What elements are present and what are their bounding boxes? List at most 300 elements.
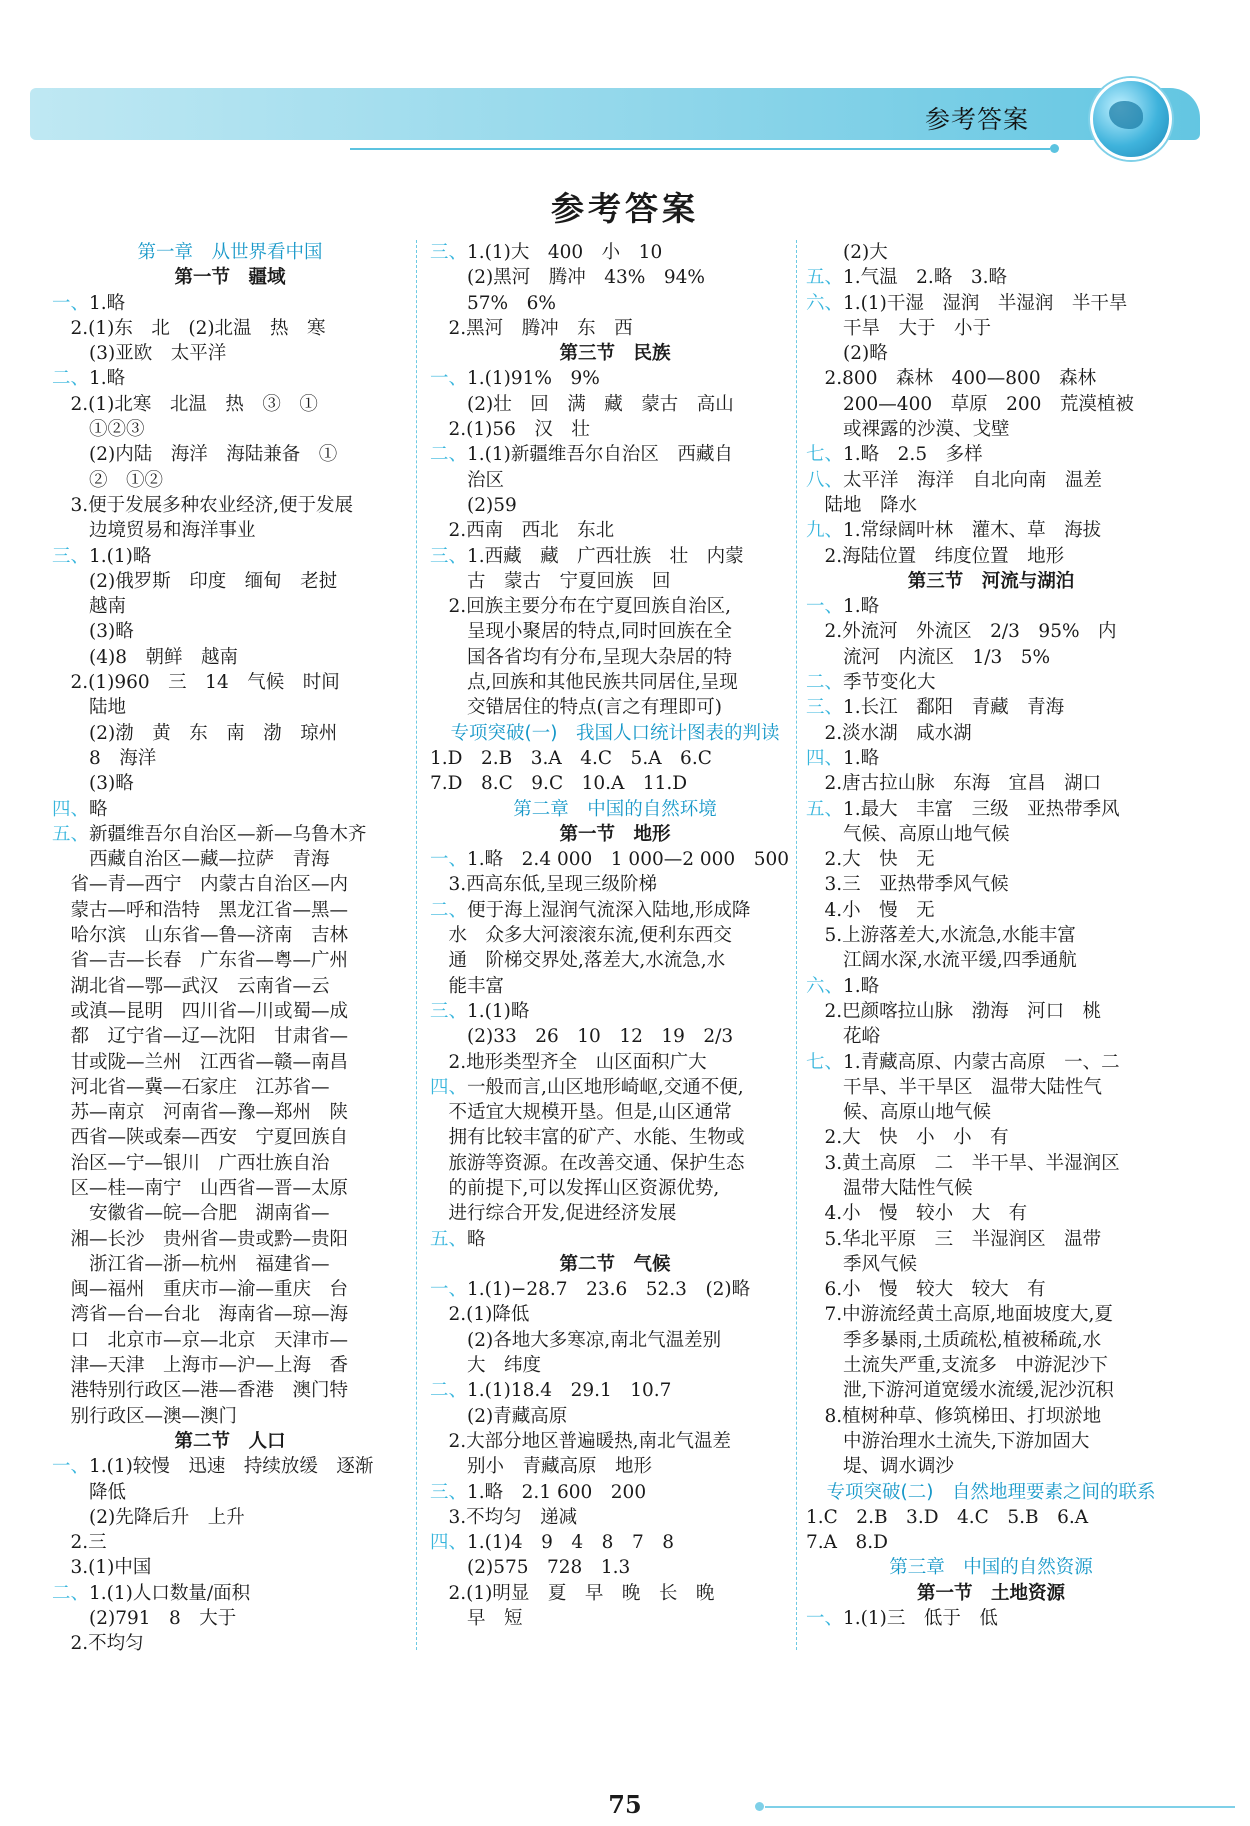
answer-line — [806, 493, 1176, 518]
answer-line — [52, 923, 408, 948]
answer-line — [806, 1429, 1176, 1454]
answer-line — [806, 1404, 1176, 1429]
answer-line — [52, 1606, 408, 1631]
answer-line — [806, 341, 1176, 366]
answer-text: 2.(1)56 汉 壮 — [430, 419, 590, 441]
answer-text: 早 短 — [430, 1608, 523, 1630]
answer-line — [52, 1125, 408, 1150]
question-number: 一、 — [806, 596, 844, 618]
answer-line — [52, 569, 408, 594]
answer-text: 治区 — [430, 469, 505, 491]
answer-text: 2.海陆位置 纬度位置 地形 — [806, 545, 1065, 567]
answer-line — [806, 1227, 1176, 1252]
answer-line — [806, 1151, 1176, 1176]
answer-line — [430, 1480, 800, 1505]
answer-text: 1.(1)4 9 4 8 7 8 — [467, 1532, 674, 1554]
answer-line — [806, 468, 1176, 493]
answer-text: 1.气温 2.略 3.略 — [843, 267, 1007, 289]
question-number: 六、 — [806, 975, 844, 997]
answer-text: 2.西南 西北 东北 — [430, 520, 615, 542]
answer-text: 1.(1)略 — [89, 545, 152, 567]
answer-line — [52, 468, 408, 493]
answer-text: 8 海洋 — [52, 747, 157, 769]
answer-text: 治区—宁—银川 广西壮族自治 — [52, 1152, 330, 1174]
answer-line — [52, 1050, 408, 1075]
answer-line — [52, 594, 408, 619]
answer-line — [430, 1024, 800, 1049]
answer-text: 3.黄土高原 二 半干旱、半湿润区 — [806, 1152, 1120, 1174]
answer-line — [430, 746, 800, 771]
page-number: 75 — [608, 1790, 642, 1819]
answer-text: 2.三 — [52, 1532, 107, 1554]
answer-line — [430, 1454, 800, 1479]
question-number: 四、 — [430, 1076, 468, 1098]
answer-text: 哈尔滨 山东省—鲁—济南 吉林 — [52, 925, 349, 947]
answer-line — [52, 1277, 408, 1302]
answer-text: (2)青藏高原 — [430, 1405, 568, 1427]
answer-line — [806, 898, 1176, 923]
answer-line — [806, 1075, 1176, 1100]
question-number: 四、 — [430, 1532, 468, 1554]
answer-line — [806, 518, 1176, 543]
answer-text: 1.略 2.5 多样 — [843, 444, 983, 466]
chapter-heading: 专项突破(一) 我国人口统计图表的判读 — [450, 722, 780, 744]
answer-text: 2.(1)明显 夏 早 晚 长 晚 — [430, 1582, 715, 1604]
answer-text: (2)575 728 1.3 — [430, 1557, 631, 1579]
answer-text: 2.(1)960 三 14 气候 时间 — [52, 672, 340, 694]
answer-text: 呈现小聚居的特点,同时回族在全 — [430, 621, 732, 643]
answer-line — [430, 1302, 800, 1327]
answer-text: 的前提下,可以发挥山区资源优势, — [430, 1177, 720, 1199]
answer-line — [52, 1353, 408, 1378]
answer-text: 越南 — [52, 596, 127, 618]
answer-text: (2)先降后升 上升 — [52, 1506, 245, 1528]
answer-text: 拥有比较丰富的矿产、水能、生物或 — [430, 1127, 745, 1149]
answer-text: 苏—南京 河南省—豫—郑州 陕 — [52, 1102, 349, 1124]
answer-line — [52, 1328, 408, 1353]
answer-line — [430, 1227, 800, 1252]
answer-line — [806, 1606, 1176, 1631]
answer-text: 江阔水深,水流平缓,四季通航 — [806, 950, 1077, 972]
answer-text: 别行政区—澳—澳门 — [52, 1405, 238, 1427]
answer-text: 边境贸易和海洋事业 — [52, 520, 256, 542]
answer-text: 温带大陆性气候 — [806, 1177, 973, 1199]
answer-line — [806, 1252, 1176, 1277]
answer-text: 1.(1)略 — [467, 1000, 530, 1022]
answer-line — [430, 442, 800, 467]
answer-text: 气候、高原山地气候 — [806, 823, 1010, 845]
answer-text: 3.三 亚热带季风气候 — [806, 874, 1009, 896]
answer-text: 2.唐古拉山脉 东海 宜昌 湖口 — [806, 773, 1102, 795]
answer-line — [430, 1201, 800, 1226]
answer-line — [430, 670, 800, 695]
answer-text: 旅游等资源。在改善交通、保护生态 — [430, 1152, 745, 1174]
answer-line — [52, 619, 408, 644]
question-number: 二、 — [806, 672, 844, 694]
answer-line — [806, 670, 1176, 695]
answer-text: 湘—长沙 贵州省—贵或黔—贵阳 — [52, 1228, 349, 1250]
question-number: 二、 — [430, 899, 468, 921]
question-number: 六、 — [806, 292, 844, 314]
section-heading: 第三节 民族 — [559, 343, 671, 365]
answer-text: 2.不均匀 — [52, 1633, 144, 1655]
answer-text: (2)俄罗斯 印度 缅甸 老挝 — [52, 570, 338, 592]
answer-line — [430, 594, 800, 619]
answer-line — [430, 518, 800, 543]
answer-line — [52, 898, 408, 923]
question-number: 一、 — [806, 1608, 844, 1630]
question-number: 一、 — [52, 1456, 90, 1478]
answer-text: (2)渤 黄 东 南 渤 琼州 — [52, 722, 338, 744]
answer-text: 点,回族和其他民族共同居住,呈现 — [430, 672, 738, 694]
answer-line — [806, 999, 1176, 1024]
section-heading: 第一节 地形 — [559, 823, 671, 845]
answer-line — [430, 1050, 800, 1075]
section-heading: 第一节 疆域 — [174, 267, 286, 289]
header-label: 参考答案 — [925, 105, 1030, 134]
answer-text: 2.大部分地区普遍暖热,南北气温差 — [430, 1430, 732, 1452]
answer-line — [430, 1555, 800, 1580]
answer-line — [52, 1404, 408, 1429]
answer-text: 2.大 快 小 小 有 — [806, 1127, 1009, 1149]
answer-text: (3)略 — [52, 773, 134, 795]
answer-line — [430, 1378, 800, 1403]
question-number: 三、 — [430, 242, 468, 263]
answer-line — [806, 721, 1176, 746]
question-number: 二、 — [430, 1380, 468, 1402]
question-number: 三、 — [430, 1481, 468, 1503]
answer-text: 西藏自治区—藏—拉萨 青海 — [52, 849, 330, 871]
answer-text: 2.淡水湖 咸水湖 — [806, 722, 972, 744]
answer-line — [430, 872, 800, 897]
question-number: 二、 — [52, 1582, 90, 1604]
answer-line — [430, 1176, 800, 1201]
answer-line — [806, 1277, 1176, 1302]
answer-text: 200—400 草原 200 荒漠植被 — [806, 393, 1134, 415]
answer-line — [52, 1100, 408, 1125]
answer-text: (2)59 — [430, 494, 517, 516]
answer-text: 1.(1)新疆维吾尔自治区 西藏自 — [467, 444, 733, 466]
answer-line — [806, 847, 1176, 872]
answer-line — [52, 645, 408, 670]
answer-line — [806, 240, 1176, 265]
answer-text: 2.(1)降低 — [430, 1304, 530, 1326]
question-number: 二、 — [430, 444, 468, 466]
answer-line — [430, 240, 800, 265]
answer-text: 口 北京市—京—北京 天津市— — [52, 1329, 349, 1351]
question-number: 一、 — [430, 1279, 468, 1301]
answer-line — [52, 316, 408, 341]
answer-text: 交错居住的特点(言之有理即可) — [430, 697, 722, 719]
answer-line — [430, 619, 800, 644]
answer-line — [52, 1151, 408, 1176]
section-heading: 第二节 气候 — [559, 1253, 671, 1275]
answer-text: 3.不均匀 递减 — [430, 1506, 578, 1528]
answer-line — [430, 1125, 800, 1150]
answer-line — [806, 1530, 1176, 1555]
question-number: 三、 — [430, 545, 468, 567]
answer-line — [430, 923, 800, 948]
answer-line — [806, 291, 1176, 316]
answer-line — [430, 847, 800, 872]
answer-text: 1.长江 鄱阳 青藏 青海 — [843, 697, 1065, 719]
answer-line — [806, 1454, 1176, 1479]
answer-line — [52, 493, 408, 518]
answer-text: 区—桂—南宁 山西省—晋—太原 — [52, 1177, 349, 1199]
answer-text: 1.(1)−28.7 23.6 52.3 (2)略 — [467, 1279, 751, 1301]
answer-line — [430, 898, 800, 923]
column-divider — [416, 240, 417, 1650]
chapter-heading: 第一章 从世界看中国 — [137, 242, 323, 263]
answer-line — [52, 974, 408, 999]
answer-line — [806, 1328, 1176, 1353]
answer-line — [806, 645, 1176, 670]
answer-text: 季节变化大 — [843, 672, 936, 694]
page-title: 参考答案 — [551, 189, 699, 228]
answer-text: 能丰富 — [430, 975, 505, 997]
answer-line — [430, 1353, 800, 1378]
answer-text: 湖北省—鄂—武汉 云南省—云 — [52, 975, 330, 997]
answer-line — [52, 1201, 408, 1226]
answer-text: 降低 — [52, 1481, 127, 1503]
answer-text: 别小 青藏高原 地形 — [430, 1456, 653, 1478]
answer-text: 1.(1)91% 9% — [467, 368, 600, 390]
answer-text: (2)791 8 大于 — [52, 1608, 237, 1630]
answer-text: 浙江省—浙—杭州 福建省— — [52, 1253, 330, 1275]
answer-text: (2)33 26 10 12 19 2/3 — [430, 1026, 734, 1048]
answer-text: 太平洋 海洋 自北向南 温差 — [843, 469, 1103, 491]
answer-line — [430, 1606, 800, 1631]
answer-text: 蒙古—呼和浩特 黑龙江省—黑— — [52, 899, 349, 921]
answer-line — [430, 316, 800, 341]
answer-line — [52, 417, 408, 442]
question-number: 四、 — [806, 747, 844, 769]
answer-line — [430, 417, 800, 442]
answer-text: 省—吉—长春 广东省—粤—广州 — [52, 950, 349, 972]
answer-text: 都 辽宁省—辽—沈阳 甘肃省— — [52, 1026, 349, 1048]
question-number: 三、 — [52, 545, 90, 567]
answer-line — [52, 822, 408, 847]
answer-line — [52, 1252, 408, 1277]
answer-text: 花峪 — [806, 1026, 881, 1048]
answer-line — [430, 1530, 800, 1555]
question-number: 七、 — [806, 1051, 844, 1073]
answer-text: 57% 6% — [430, 292, 556, 314]
answer-text: (3)亚欧 太平洋 — [52, 343, 227, 365]
answer-line — [430, 468, 800, 493]
answer-line — [430, 1429, 800, 1454]
answer-text: 陆地 降水 — [806, 494, 918, 516]
answer-text: 1.略 — [843, 747, 880, 769]
answer-text: 2.地形类型齐全 山区面积广大 — [430, 1051, 707, 1073]
answer-line — [806, 822, 1176, 847]
answer-text: 陆地 — [52, 697, 127, 719]
question-number: 七、 — [806, 444, 844, 466]
answer-text: 2.(1)北寒 北温 热 ③ ① — [52, 393, 318, 415]
answer-line — [430, 695, 800, 720]
answer-text: 1.略 2.4 000 1 000—2 000 500 — [467, 849, 790, 871]
answer-text: 8.植树种草、修筑梯田、打坝淤地 — [806, 1405, 1102, 1427]
answer-line — [52, 1075, 408, 1100]
answer-text: 进行综合开发,促进经济发展 — [430, 1203, 677, 1225]
answer-text: 泄,下游河道宽缓水流缓,泥沙沉积 — [806, 1380, 1114, 1402]
answer-text: 略 — [89, 798, 108, 820]
answer-text: ② ①② — [52, 469, 164, 491]
answer-text: (4)8 朝鲜 越南 — [52, 646, 238, 668]
answer-text: 安徽省—皖—合肥 湖南省— — [52, 1203, 330, 1225]
answer-line — [430, 392, 800, 417]
answer-text: 1.(1)人口数量/面积 — [89, 1582, 251, 1604]
answer-text: 季多暴雨,土质疏松,植被稀疏,水 — [806, 1329, 1102, 1351]
answer-text: 1.略 2.1 600 200 — [467, 1481, 647, 1503]
answer-line — [806, 392, 1176, 417]
answer-line — [806, 417, 1176, 442]
answer-text: 或滇—昆明 四川省—川或蜀—成 — [52, 1000, 349, 1022]
answer-text: (2)壮 回 满 藏 蒙古 高山 — [430, 393, 734, 415]
answer-line — [52, 1581, 408, 1606]
answer-line — [430, 366, 800, 391]
answer-line — [52, 999, 408, 1024]
answer-line — [806, 544, 1176, 569]
answer-line — [52, 721, 408, 746]
answer-line — [806, 872, 1176, 897]
answer-line — [806, 1378, 1176, 1403]
answer-text: 港特别行政区—港—香港 澳门特 — [52, 1380, 349, 1402]
answer-line — [430, 999, 800, 1024]
answer-text: 1.(1)三 低于 低 — [843, 1608, 998, 1630]
answer-column-2 — [430, 240, 800, 1631]
answer-text: 1.最大 丰富 三级 亚热带季风 — [843, 798, 1120, 820]
answer-line — [806, 771, 1176, 796]
column-divider — [796, 240, 797, 1650]
answer-line — [430, 1277, 800, 1302]
answer-line — [806, 923, 1176, 948]
question-number: 一、 — [52, 292, 90, 314]
answer-line — [430, 493, 800, 518]
answer-text: 季风气候 — [806, 1253, 918, 1275]
answer-text: 或裸露的沙漠、戈壁 — [806, 419, 1010, 441]
answer-text: 2.回族主要分布在宁夏回族自治区, — [430, 596, 732, 618]
answer-text: 津—天津 上海市—沪—上海 香 — [52, 1355, 349, 1377]
answer-text: 1.(1)较慢 迅速 持续放缓 逐渐 — [89, 1456, 374, 1478]
answer-text: 6.小 慢 较大 较大 有 — [806, 1279, 1046, 1301]
chapter-heading: 专项突破(二) 自然地理要素之间的联系 — [826, 1481, 1156, 1503]
answer-line — [806, 695, 1176, 720]
answer-text: 1.青藏高原、内蒙古高原 一、二 — [843, 1051, 1120, 1073]
answer-column-1 — [52, 240, 408, 1657]
answer-text: 2.(1)东 北 (2)北温 热 寒 — [52, 317, 326, 339]
answer-line — [52, 797, 408, 822]
answer-line — [806, 1302, 1176, 1327]
answer-text: 湾省—台—台北 海南省—琼—海 — [52, 1304, 349, 1326]
answer-text: 5.华北平原 三 半湿润区 温带 — [806, 1228, 1102, 1250]
section-heading: 第三节 河流与湖泊 — [907, 570, 1075, 592]
answer-text: 4.小 慢 无 — [806, 899, 935, 921]
answer-text: 1.略 — [89, 368, 126, 390]
answer-text: 古 蒙古 宁夏回族 回 — [430, 570, 671, 592]
answer-text: 1.略 — [843, 975, 880, 997]
answer-text: 河北省—冀—石家庄 江苏省— — [52, 1076, 330, 1098]
answer-text: 1.常绿阔叶林 灌木、草 海拔 — [843, 520, 1102, 542]
answer-line — [806, 1201, 1176, 1226]
answer-text: 5.上游落差大,水流急,水能丰富 — [806, 925, 1076, 947]
answer-line — [430, 544, 800, 569]
answer-line — [52, 1530, 408, 1555]
answer-line — [806, 594, 1176, 619]
header-rule — [350, 148, 1050, 150]
answer-text: 国各省均有分布,呈现大杂居的特 — [430, 646, 732, 668]
globe-icon — [1090, 78, 1172, 160]
answer-line — [52, 341, 408, 366]
answer-text: (2)大 — [806, 242, 888, 263]
answer-line — [52, 1454, 408, 1479]
answer-line — [806, 316, 1176, 341]
answer-text: 干旱、半干旱区 温带大陆性气 — [806, 1076, 1103, 1098]
chapter-heading: 第三章 中国的自然资源 — [889, 1557, 1093, 1579]
answer-text: (2)内陆 海洋 海陆兼备 ① — [52, 444, 338, 466]
answer-text: (2)各地大多寒凉,南北气温差别 — [430, 1329, 722, 1351]
answer-line — [52, 1378, 408, 1403]
answer-line — [52, 1505, 408, 1530]
answer-line — [52, 518, 408, 543]
answer-column-3 — [806, 240, 1176, 1631]
answer-text: 7.A 8.D — [806, 1532, 888, 1554]
answer-line — [806, 746, 1176, 771]
answer-text: 干旱 大于 小于 — [806, 317, 992, 339]
answer-text: 1.(1)大 400 小 10 — [467, 242, 663, 263]
header-rule-dot — [1050, 144, 1059, 153]
answer-line — [430, 1581, 800, 1606]
answer-line — [806, 1505, 1176, 1530]
question-number: 一、 — [430, 368, 468, 390]
answer-line — [52, 847, 408, 872]
answer-text: (3)略 — [52, 621, 134, 643]
answer-line — [806, 1100, 1176, 1125]
answer-text: 西省—陕或秦—西安 宁夏回族自 — [52, 1127, 349, 1149]
answer-text: 土流失严重,支流多 中游泥沙下 — [806, 1355, 1108, 1377]
answer-line — [430, 569, 800, 594]
answer-text: 不适宜大规模开垦。但是,山区通常 — [430, 1102, 732, 1124]
answer-line — [52, 1227, 408, 1252]
answer-text: 1.略 — [89, 292, 126, 314]
answer-line — [52, 1631, 408, 1656]
answer-line — [52, 1480, 408, 1505]
question-number: 五、 — [430, 1228, 468, 1250]
answer-line — [806, 974, 1176, 999]
question-number: 一、 — [430, 849, 468, 871]
answer-line — [430, 291, 800, 316]
answer-line — [430, 645, 800, 670]
answer-line — [52, 872, 408, 897]
answer-line — [52, 291, 408, 316]
answer-line — [430, 1100, 800, 1125]
answer-line — [806, 1050, 1176, 1075]
answer-line — [52, 746, 408, 771]
answer-text: 2.黑河 腾冲 东 西 — [430, 317, 633, 339]
answer-line — [806, 619, 1176, 644]
answer-line — [806, 265, 1176, 290]
section-heading: 第一节 土地资源 — [916, 1582, 1065, 1604]
answer-text: 7.中游流经黄土高原,地面坡度大,夏 — [806, 1304, 1113, 1326]
answer-text: 水 众多大河滚滚东流,便利东西交 — [430, 925, 732, 947]
answer-line — [52, 695, 408, 720]
answer-line — [430, 1328, 800, 1353]
chapter-heading: 第二章 中国的自然环境 — [513, 798, 717, 820]
answer-line — [52, 1176, 408, 1201]
answer-line — [52, 1302, 408, 1327]
question-number: 五、 — [806, 267, 844, 289]
question-number: 九、 — [806, 520, 844, 542]
